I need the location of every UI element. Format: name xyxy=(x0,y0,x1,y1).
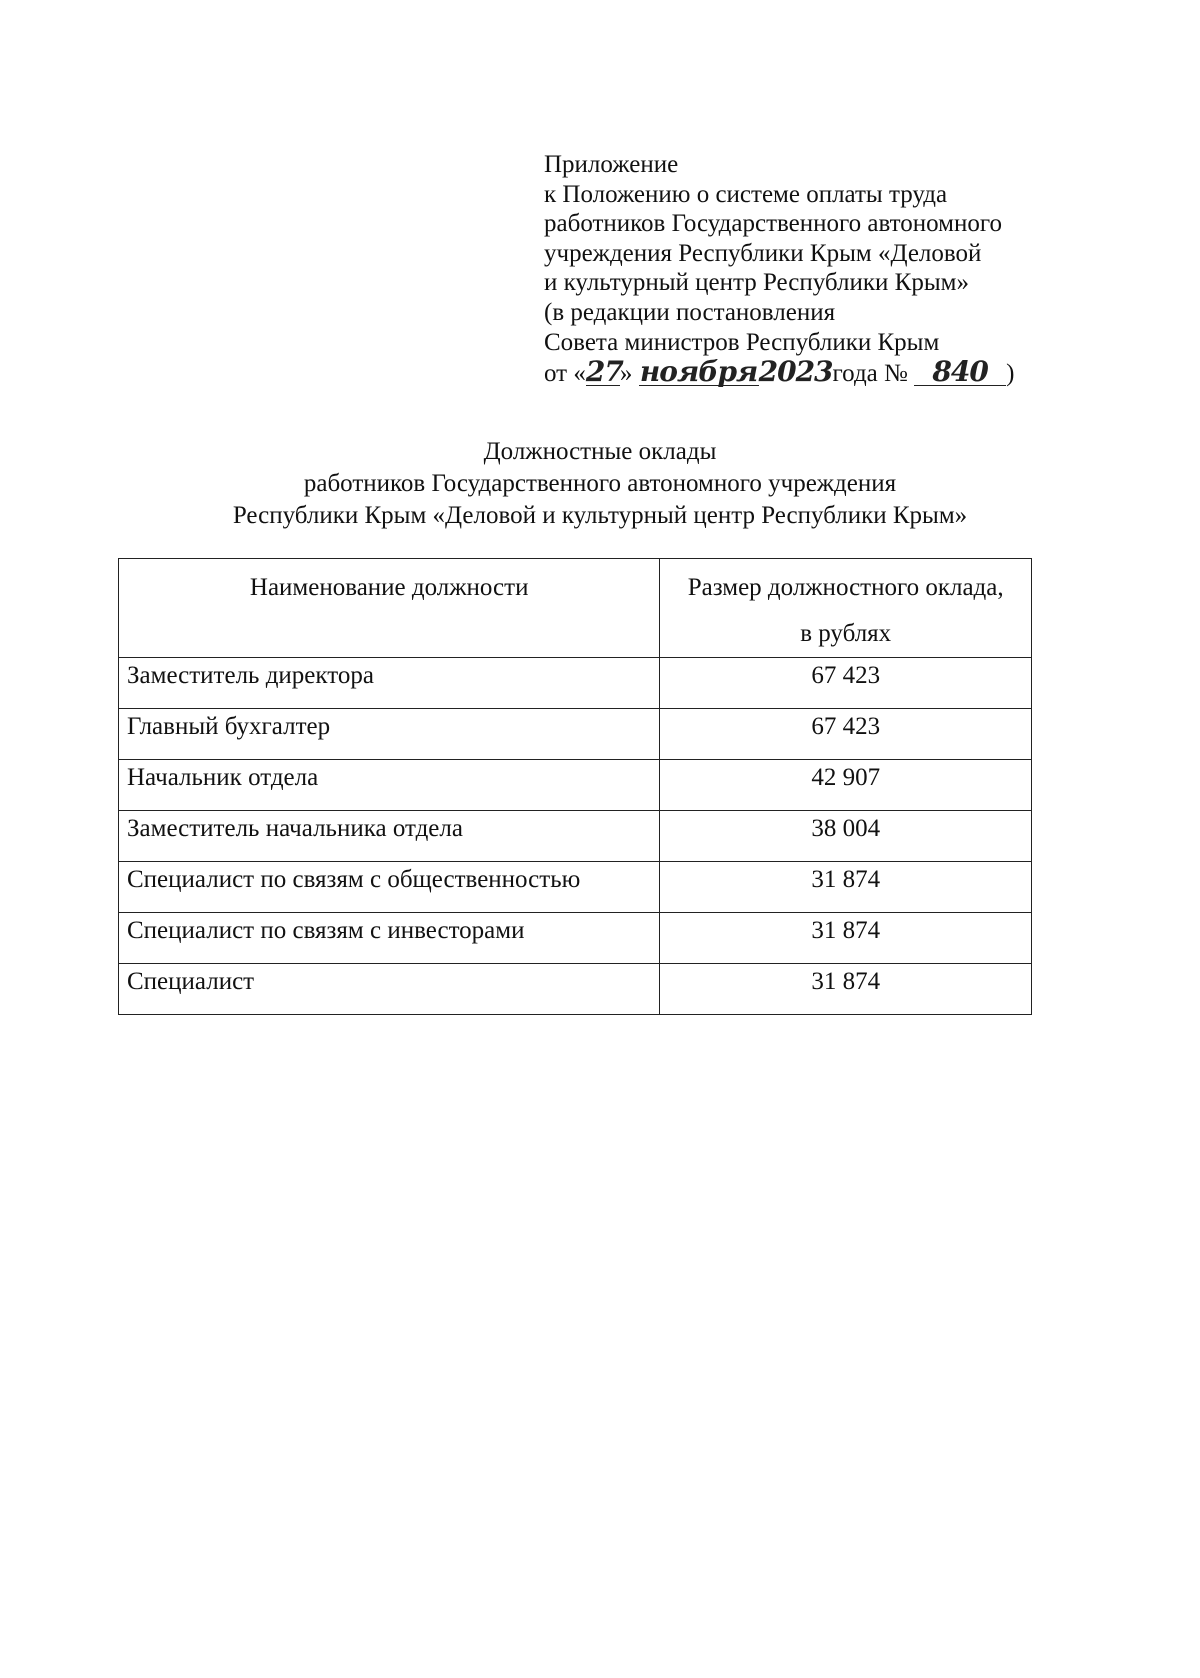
position-cell: Специалист по связям с общественностью xyxy=(119,862,660,913)
salary-cell: 31 874 xyxy=(660,862,1032,913)
appendix-block xyxy=(544,150,1104,389)
title-line: работников Государственного автономного учреждения xyxy=(303,470,897,497)
salary-cell: 31 874 xyxy=(660,964,1032,1015)
header-salary-line1: Размер должностного оклада, xyxy=(687,574,1004,601)
position-cell: Заместитель директора xyxy=(119,658,660,709)
table-row xyxy=(119,760,1032,811)
appendix-line: Приложение xyxy=(544,151,679,178)
appendix-line: (в редакции постановления xyxy=(544,298,836,326)
date-prefix: от « xyxy=(544,360,586,388)
table-row xyxy=(119,811,1032,862)
handwritten-month: ноября xyxy=(639,355,758,389)
title-line: Должностные оклады xyxy=(483,438,717,465)
table-header-row xyxy=(119,559,1032,658)
appendix-line: и культурный центр Республики Крым» xyxy=(544,269,969,297)
salary-cell: 38 004 xyxy=(660,811,1032,862)
table-row xyxy=(119,862,1032,913)
header-position xyxy=(119,559,660,658)
position-cell: Специалист по связям с инвесторами xyxy=(119,913,660,964)
table-row xyxy=(119,913,1032,964)
table-row xyxy=(119,709,1032,760)
position-cell: Главный бухгалтер xyxy=(119,709,660,760)
handwritten-year: 2023 xyxy=(758,355,833,389)
document-title xyxy=(0,436,1200,532)
salary-cell: 67 423 xyxy=(660,709,1032,760)
salary-cell: 67 423 xyxy=(660,658,1032,709)
appendix-date-line xyxy=(544,357,1104,389)
date-quote-close: » xyxy=(619,360,633,388)
header-position-label: Наименование должности xyxy=(249,574,529,601)
handwritten-doc-number: 840 xyxy=(914,359,1006,386)
title-line: Республики Крым «Деловой и культурный центр Республики Крым» xyxy=(232,502,968,529)
position-cell: Специалист xyxy=(119,964,660,1015)
appendix-line: учреждения Республики Крым «Деловой xyxy=(544,239,982,267)
table-row xyxy=(119,964,1032,1015)
appendix-line: работников Государственного автономного xyxy=(544,210,1003,238)
appendix-line: к Положению о системе оплаты труда xyxy=(544,180,948,208)
handwritten-day: 27 xyxy=(585,355,623,389)
table-row xyxy=(119,658,1032,709)
position-cell: Начальник отдела xyxy=(119,760,660,811)
position-cell: Заместитель начальника отдела xyxy=(119,811,660,862)
salary-table xyxy=(118,558,1032,1015)
appendix-line: Совета министров Республики Крым xyxy=(544,328,940,356)
header-salary xyxy=(660,559,1032,658)
date-year-word: года № xyxy=(832,360,908,388)
salary-cell: 42 907 xyxy=(660,760,1032,811)
header-salary-line2: в рублях xyxy=(800,620,892,647)
close-paren: ) xyxy=(1006,360,1015,388)
salary-cell: 31 874 xyxy=(660,913,1032,964)
